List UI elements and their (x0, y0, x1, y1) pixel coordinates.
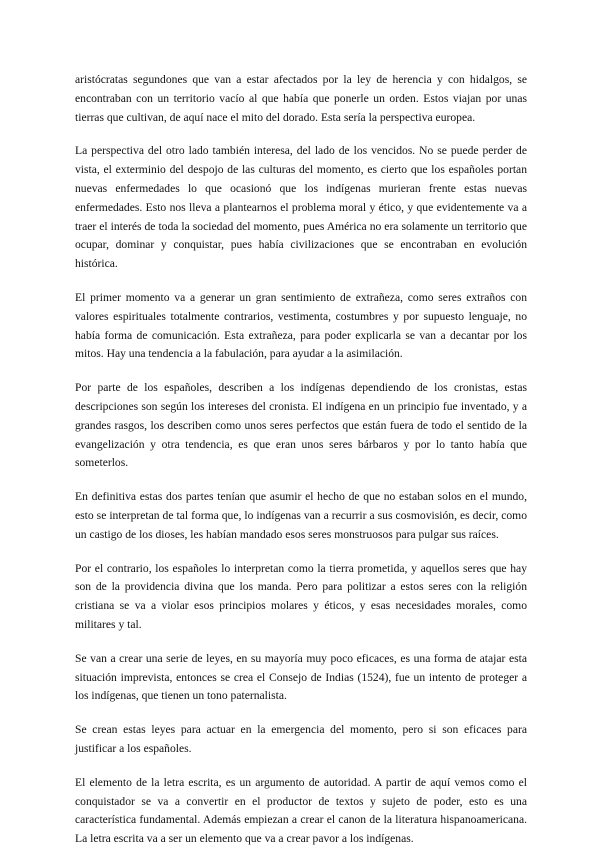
paragraph-5: En definitiva estas dos partes tenían que asumir el hecho de que no estaban solos en el mundo, esto se interpretan de tal forma que, lo indígenas van a recurrir a sus cosmovisión, es decir, como un castigo de los dioses, les habían mandado esos seres monstruosos para pulgar sus raíces. (75, 490, 527, 541)
paragraph-6: Por el contrario, los españoles lo interpretan como la tierra prometida, y aquellos seres que hay son de la providencia divina que los manda. Pero para politizar a estos seres con la religión cristiana se va a violar esos principios molares y éticos, y esas necesidades morales, como militares y tal. (75, 561, 527, 631)
paragraph-2: La perspectiva del otro lado también interesa, del lado de los vencidos. No se puede perder de vista, el exterminio del despojo de las culturas del momento, es cierto que los españoles portan nuevas enfermedades lo que ocasionó que los indígenas murieran frente estas nuevas enfermedades. Esto nos lleva a plantearnos el problema moral y ético, y que evidentemente va a traer el interés de toda la sociedad del momento, pues América no era solamente un territorio que ocupar, dominar y conquistar, pues había civilizaciones que se encontraban en evolución histórica. (75, 144, 527, 271)
paragraph-4: Por parte de los españoles, describen a los indígenas dependiendo de los cronistas, estas descripciones son según los intereses del cronista. El indígena en un principio fue inventado, y a grandes rasgos, los describen como unos seres perfectos que están fuera de todo el sentido de la evangelización y otra tendencia, es que eran unos seres bárbaros y por lo tanto había que someterlos. (75, 381, 527, 470)
paragraph-8: Se crean estas leyes para actuar en la emergencia del momento, pero si son eficaces para justificar a los españoles. (75, 723, 527, 755)
paragraph-3: El primer momento va a generar un gran sentimiento de extrañeza, como seres extraños con valores espirituales totalmente contrarios, vestimenta, costumbres y por supuesto lenguaje, no había forma de comunicación. Esta extrañeza, para poder explicarla se van a decantar por los mitos. Hay una tendencia a la fabulación, para ayudar a la asimilación. (75, 290, 527, 361)
paragraph-9: El elemento de la letra escrita, es un argumento de autoridad. A partir de aquí vemos como el conquistador se va a convertir en el productor de textos y sujeto de poder, esto es una característica fundamental. Además empiezan a crear el canon de la literatura hispanoamericana. La letra escrita va a ser un elemento que va a crear pavor a los indígenas. (75, 775, 527, 846)
paragraph-7: Se van a crear una serie de leyes, en su mayoría muy poco eficaces, es una forma de atajar esta situación imprevista, entonces se crea el Consejo de Indias (1524), fue un intento de proteger a los indígenas, que tienen un tono paternalista. (75, 651, 527, 703)
document-page (75, 71, 527, 864)
paragraph-1: aristócratas segundones que van a estar afectados por la ley de herencia y con hidalgos, se encontraban con un territorio vacío al que había que ponerle un orden. Estos viajan por unas tierras que cultivan, de aquí nace el mito del dorado. Esta sería la perspectiva europea. (75, 73, 527, 124)
